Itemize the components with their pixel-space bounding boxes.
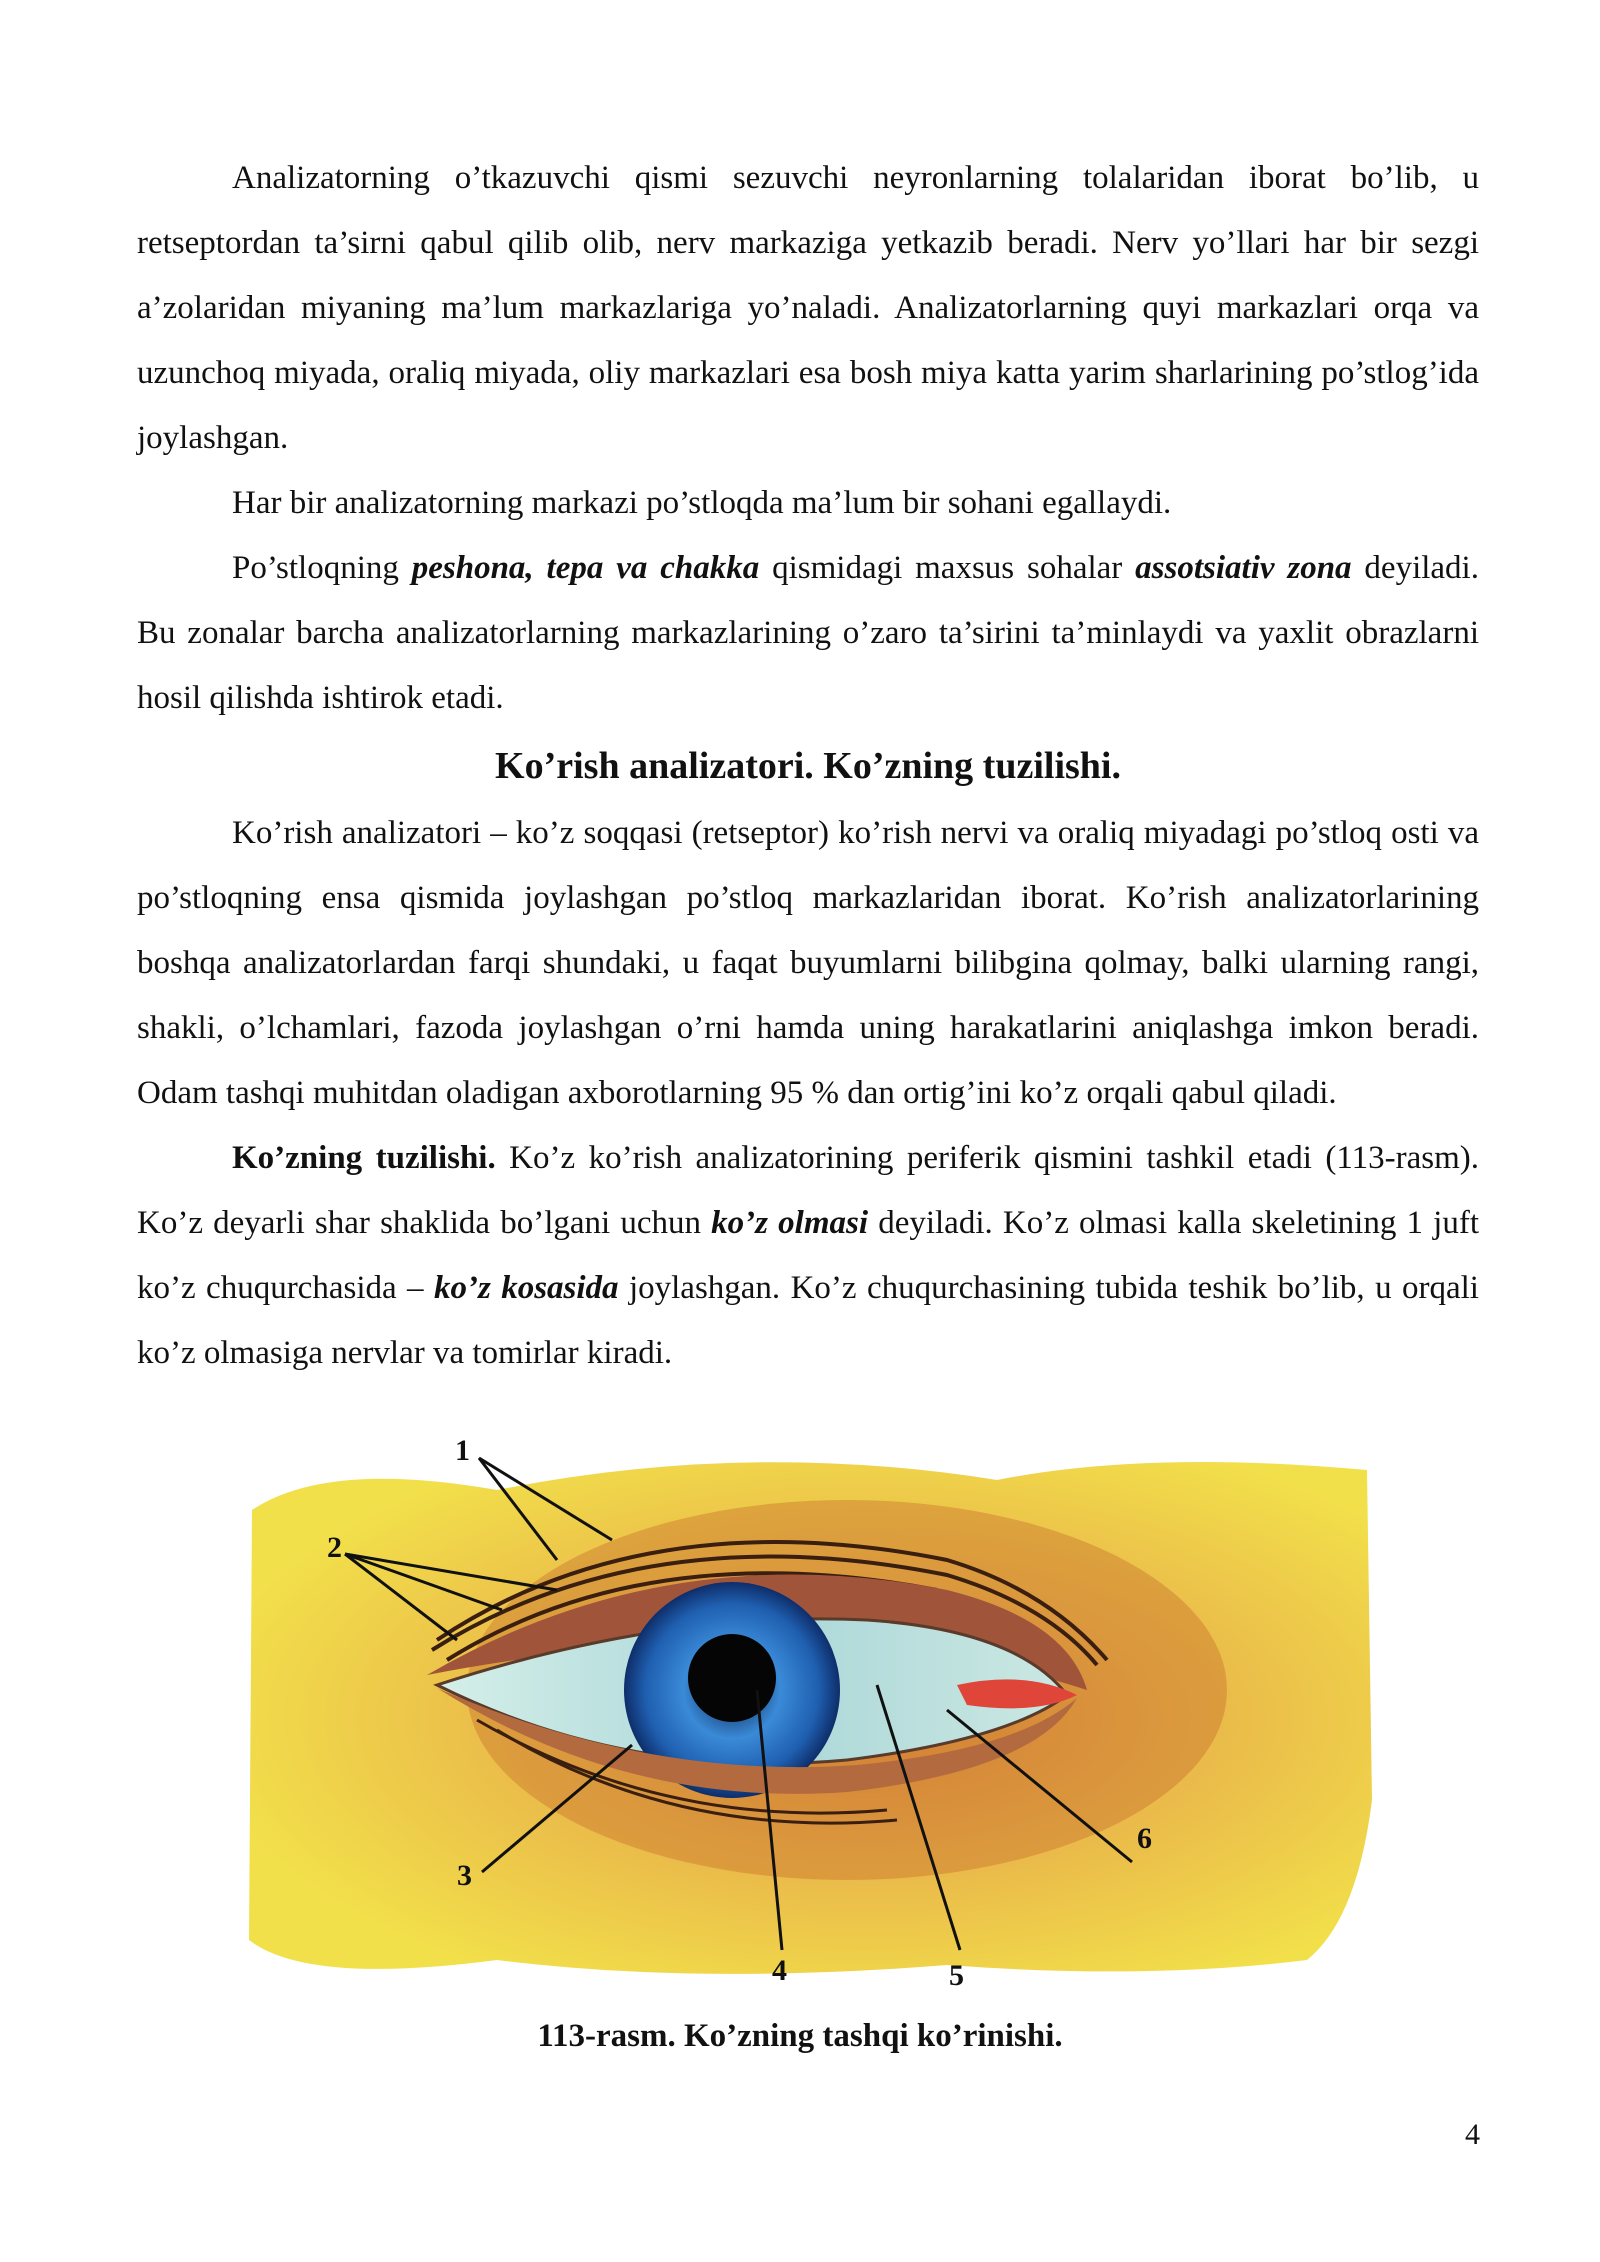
figure-label-5: 5 — [949, 1959, 964, 1992]
figure-label-6: 6 — [1137, 1822, 1152, 1855]
text-segment: qismidagi maxsus sohalar — [759, 550, 1136, 586]
pupil — [688, 1634, 776, 1722]
paragraph-analyzer-conducting-part: Analizatorning o’tkazuvchi qismi sezuvchi neyronlarning tolalaridan iborat bo’lib, u retseptordan ta’sirni qabul qilib olib, nerv markaziga yetkazib beradi. Nerv yo’llari har bir sezgi a’zolaridan miyaning ma’lum markazlariga yo’naladi. Analizatorlarning quyi markazlari orqa va uzunchoq miyada, oraliq miyada, oliy markazlari esa bosh miya katta yarim sharlarining po’stlog’ida joylashgan. — [137, 160, 1479, 456]
lead-eye-structure: Ko’zning tuzilishi. — [232, 1140, 496, 1176]
emphasis-eye-socket: ko’z kosasida — [433, 1270, 619, 1306]
figure-label-3: 3 — [457, 1859, 472, 1892]
text-segment: joylashgan. Ko’z chuqurchasining tubida teshik bo’lib, u orqali ko’z olmasiga nervlar va tomirlar kiradi. — [137, 1270, 1479, 1371]
paragraph-eye-structure — [137, 1126, 1479, 1386]
text-segment: Ko’z ko’rish analizatorining periferik qismini tashkil etadi (113-rasm). Ko’z deyarli shar shaklida bo’lgani uchun — [137, 1140, 1479, 1241]
eye-illustration — [247, 1440, 1377, 2000]
emphasis-lobes: peshona, tepa va chakka — [411, 550, 760, 586]
figure-caption: 113-rasm. Ko’zning tashqi ko’rinishi. — [537, 2018, 1063, 2054]
paragraph-associative-zone — [137, 536, 1479, 731]
text-segment: deyiladi. Bu zonalar barcha analizatorlarning markazlarining o’zaro ta’sirini ta’minlaydi va yaxlit obrazlarni hosil qilishda ishtirok etadi. — [137, 550, 1479, 716]
text-column — [137, 146, 1479, 1386]
paragraph-analyzer-center: Har bir analizatorning markazi po’stloqda ma’lum bir sohani egallaydi. — [232, 485, 1172, 521]
text-segment: deyiladi. Ko’z olmasi kalla skeletining 1 juft ko’z chuqurchasida – — [137, 1205, 1479, 1306]
emphasis-associative-zone: assotsiativ zona — [1135, 550, 1352, 586]
section-heading: Ko’rish analizatori. Ko’zning tuzilishi. — [495, 745, 1121, 787]
figure-label-2: 2 — [327, 1531, 342, 1564]
text-segment: Po’stloqning — [232, 550, 412, 586]
figure-label-1: 1 — [455, 1440, 470, 1467]
figure-label-4: 4 — [772, 1954, 787, 1987]
paragraph-visual-analyzer: Ko’rish analizatori – ko’z soqqasi (retseptor) ko’rish nervi va oraliq miyadagi po’stloq osti va po’stloqning ensa qismida joylashgan po’stloq markazlaridan iborat. Ko’rish analizatorlarining boshqa analizatorlardan farqi shundaki, u faqat buyumlarni bilibgina qolmay, balki ularning rangi, shakli, o’lchamlari, fazoda joylashgan o’rni hamda uning harakatlarini aniqlashga imkon beradi. Odam tashqi muhitdan oladigan axborotlarning 95 % dan ortig’ini ko’z orqali qabul qiladi. — [137, 815, 1479, 1111]
eye-figure — [247, 1440, 1377, 2000]
emphasis-eyeball: ko’z olmasi — [711, 1205, 869, 1241]
page-number: 4 — [1465, 2118, 1480, 2151]
